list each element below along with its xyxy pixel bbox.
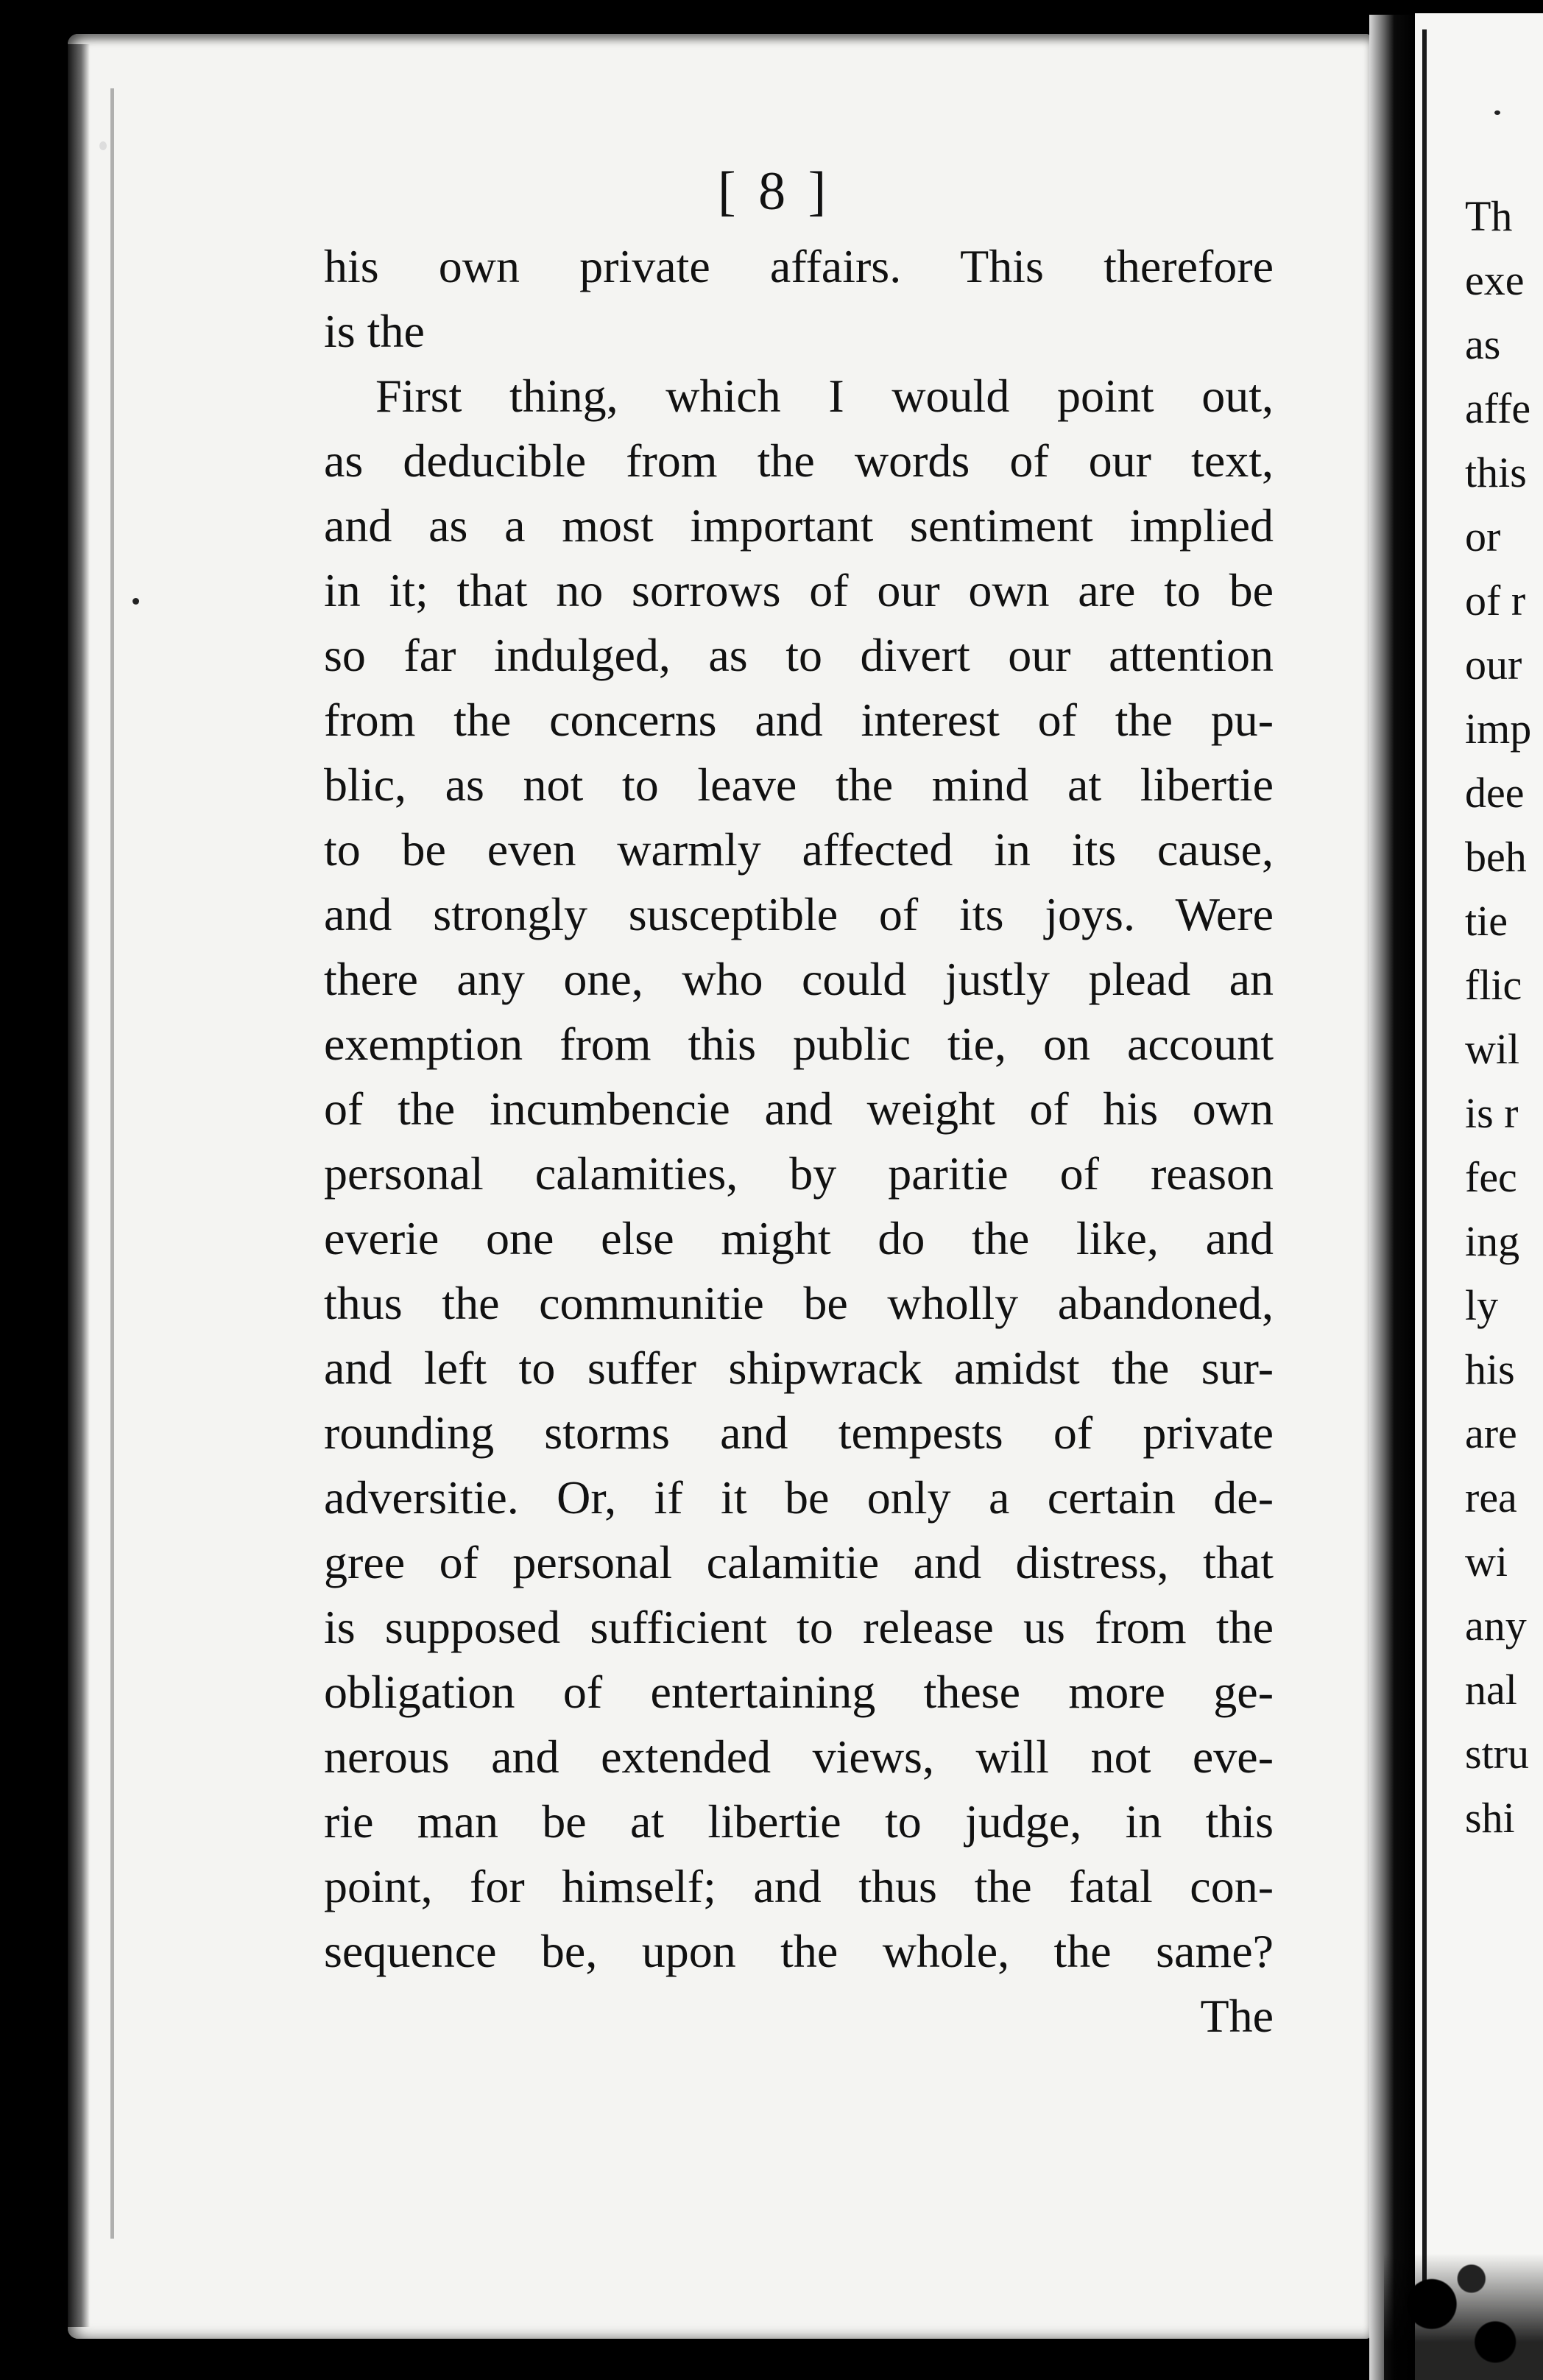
text-line: thus the communitie be wholly abandoned,	[324, 1277, 1274, 1329]
text-line: obligation of entertaining these more ge-	[324, 1666, 1274, 1718]
facing-line: shi	[1465, 1794, 1515, 1842]
text-line: there any one, who could justly plead an	[324, 953, 1274, 1005]
facing-line: Th	[1465, 192, 1513, 240]
facing-line: our	[1465, 641, 1522, 689]
text-line: as deducible from the words of our text,	[324, 434, 1274, 487]
text-line: and left to suffer shipwrack amidst the sur-	[324, 1342, 1274, 1394]
facing-line: any	[1465, 1602, 1527, 1650]
facing-line: wil	[1465, 1025, 1520, 1073]
text-line: in it; that no sorrows of our own are to be	[324, 564, 1274, 616]
facing-line: or	[1465, 513, 1501, 560]
facing-line: wi	[1465, 1538, 1508, 1585]
body-text	[324, 234, 1274, 2049]
facing-line: ly	[1465, 1281, 1499, 1329]
facing-line: of r	[1465, 577, 1526, 624]
text-line: gree of personal calamitie and distress, that	[324, 1536, 1274, 1588]
facing-line: affe	[1465, 384, 1531, 432]
facing-line: stru	[1465, 1730, 1529, 1778]
text-line: is supposed sufficient to release us from the	[324, 1601, 1274, 1653]
page-edge-shadow	[68, 44, 90, 2327]
text-line: rie man be at libertie to judge, in this	[324, 1795, 1274, 1848]
facing-line: nal	[1465, 1666, 1517, 1714]
facing-line: exe	[1465, 256, 1525, 304]
facing-line: imp	[1465, 705, 1532, 753]
text-line: nerous and extended views, will not eve-	[324, 1731, 1274, 1783]
scan-speck	[99, 141, 107, 150]
text-line: is the	[324, 305, 425, 357]
facing-line: beh	[1465, 833, 1527, 881]
page-gutter	[1369, 15, 1415, 2380]
facing-line: is r	[1465, 1089, 1519, 1137]
margin-rule	[110, 88, 114, 2239]
facing-line: rea	[1465, 1474, 1517, 1521]
text-line: his own private affairs. This therefore	[324, 240, 1274, 292]
facing-line: his	[1465, 1345, 1515, 1393]
text-line: of the incumbencie and weight of his own	[324, 1082, 1274, 1135]
text-line: and strongly susceptible of its joys. Were	[324, 888, 1274, 940]
torn-corner	[1384, 2253, 1543, 2380]
facing-line: are	[1465, 1409, 1517, 1457]
text-line: personal calamities, by paritie of reason	[324, 1147, 1274, 1200]
text-line: exemption from this public tie, on account	[324, 1018, 1274, 1070]
facing-line: ing	[1465, 1217, 1520, 1265]
text-line: and as a most important sentiment implied	[324, 499, 1274, 552]
text-line: First thing, which I would point out,	[375, 370, 1274, 422]
text-line: adversitie. Or, if it be only a certain de-	[324, 1471, 1274, 1524]
text-line: from the concerns and interest of the pu-	[324, 694, 1274, 746]
text-line: to be even warmly affected in its cause,	[324, 823, 1274, 876]
page-number: [ 8 ]	[718, 161, 831, 222]
text-line: blic, as not to leave the mind at libertie	[324, 758, 1274, 811]
text-line: rounding storms and tempests of private	[324, 1406, 1274, 1459]
facing-line: this	[1465, 448, 1527, 496]
scan-speck	[1494, 110, 1500, 115]
facing-line: as	[1465, 320, 1501, 368]
facing-line: flic	[1465, 961, 1522, 1009]
facing-line: tie	[1465, 897, 1508, 945]
facing-line: fec	[1465, 1153, 1517, 1201]
scan-speck	[133, 598, 139, 605]
facing-page-edge	[1422, 29, 1427, 2305]
facing-line: dee	[1465, 769, 1525, 817]
text-line: point, for himself; and thus the fatal con-	[324, 1860, 1274, 1912]
text-line: everie one else might do the like, and	[324, 1212, 1274, 1264]
facing-page-text	[1465, 184, 1543, 1850]
text-line: sequence be, upon the whole, the same?	[324, 1925, 1274, 1977]
catchword: The	[1200, 1990, 1274, 2042]
text-line: so far indulged, as to divert our attention	[324, 629, 1274, 681]
